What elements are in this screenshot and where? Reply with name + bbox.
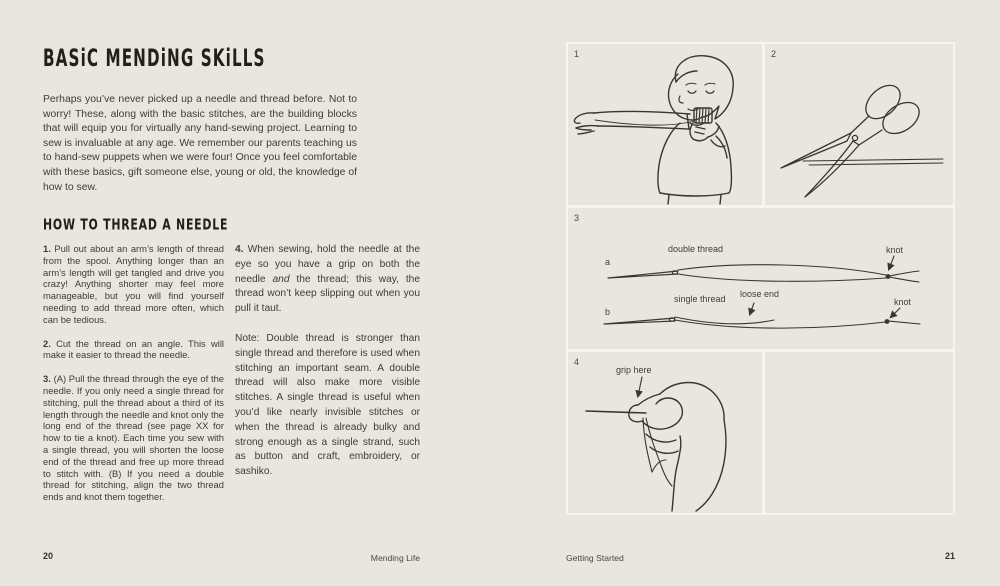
knot-label-a: knot <box>886 245 904 255</box>
illustration-grid <box>566 42 955 515</box>
step-4-text-pre: When sewing, hold the needle at the eye so you have a grip on both the needle <box>235 244 421 285</box>
panel-2 <box>765 44 953 205</box>
double-thread-label: double thread <box>668 244 724 254</box>
single-thread-label: single thread <box>674 294 726 304</box>
right-page-number: 21 <box>944 551 955 561</box>
panel-4-number: 4 <box>574 357 580 367</box>
double-and-single-thread-diagram <box>568 208 953 349</box>
steps-column-left <box>43 243 224 515</box>
panel-empty <box>765 352 953 513</box>
step-2-text: Cut the thread on an angle. This will make it easier to thread the needle. <box>43 337 224 361</box>
step-4-text-post: the thread; this way, the thread won’t keep slipping out when you pull it taut. <box>235 273 420 315</box>
step-4 <box>235 243 420 317</box>
step-1-text: Pull out about an arm’s length of thread from the spool. Anything longer than an arm’s length will get tangled and drive you crazy! Anything shorter may feel more manageable, but you will find yourself needing to add thread more often, which can be tedious. <box>43 243 224 325</box>
panel-1-number: 1 <box>574 49 580 59</box>
left-running-title: Mending Life <box>370 553 420 563</box>
step-2 <box>43 338 224 362</box>
step-3-number: 3. <box>43 373 51 385</box>
step-3 <box>43 373 224 503</box>
step-4-text-italic: and <box>272 273 290 285</box>
section-heading: HOW TO THREAD A NEEDLE <box>43 215 229 234</box>
page-title: BASiC MENDiNG SKiLLS <box>43 44 266 72</box>
steps-columns <box>43 243 420 515</box>
step-2-number: 2. <box>43 337 51 349</box>
panel-1 <box>568 44 762 205</box>
panel-3 <box>568 208 953 349</box>
note-paragraph: Note: Double thread is stronger than single thread and therefore is used when stitching an important seam. A double thread will also make more visible stitches. A single thread is useful when you’d like nearly invisible stitches or when the thread is already bulky and strong enough as a single strand, such as button and craft, embroidery, or sashiko. <box>235 332 420 478</box>
person-measuring-thread-illustration <box>568 44 762 205</box>
loose-end-label: loose end <box>740 289 780 299</box>
intro-paragraph: Perhaps you’ve never picked up a needle and thread before. Not to worry! These, along with the basic stitches, are the building blocks that will equip you for virtually any hand-sewing project. Learning to sew is invaluable at any age. We remember our parents teaching us to hand-sew puppets when we were four! Once you feel comfortable with these basics, gift someone else, young or old, the knowledge of how to sew. <box>43 94 357 193</box>
panel-2-number: 2 <box>771 49 777 59</box>
steps-column-right <box>235 243 420 515</box>
panel-4 <box>568 352 762 513</box>
step-3-text: (A) Pull the thread through the eye of the needle. If you only need a single thread for stitching, pull the thread about a third of its length through the needle and knot only the long end of the thread (see page XX for how to tie a knot). Each time you sew with a single thread, you will shorten the loose end of the thread and free up more thread to stitch with. (B) If you need a double thread for stitching, align the two thread ends and knot them together. <box>43 373 224 503</box>
right-section-title: Getting Started <box>566 553 624 563</box>
step-4-number: 4. <box>235 244 244 255</box>
left-page-number: 20 <box>43 551 54 561</box>
row-b-label: b <box>605 307 611 317</box>
step-1 <box>43 243 224 326</box>
step-1-number: 1. <box>43 243 51 254</box>
knot-label-b: knot <box>894 297 912 307</box>
panel-3-number: 3 <box>574 213 580 223</box>
scissors-cutting-thread-illustration <box>765 44 953 205</box>
grip-here-label: grip here <box>616 365 652 375</box>
row-a-label: a <box>605 257 611 267</box>
hand-gripping-needle-illustration <box>568 352 762 513</box>
